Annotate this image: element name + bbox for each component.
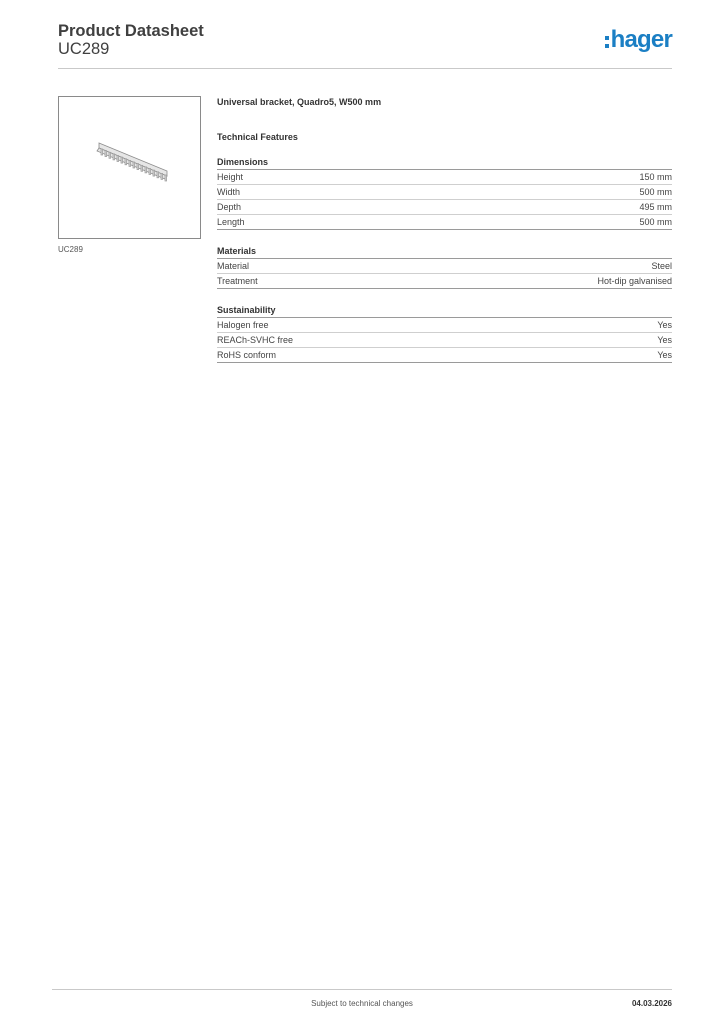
section-dimensions [217, 157, 672, 230]
table-row [217, 170, 672, 185]
section-title: Dimensions [217, 157, 672, 170]
table-row [217, 318, 672, 333]
bracket-tooth [133, 162, 135, 168]
row-value: 150 mm [639, 172, 672, 182]
datasheet-content [217, 97, 672, 363]
hager-logo [605, 28, 672, 52]
row-value: Yes [657, 320, 672, 330]
product-image-frame [58, 96, 201, 239]
bracket-tooth [117, 156, 119, 162]
table-row [217, 215, 672, 230]
bracket-tooth [109, 152, 111, 158]
row-value: Hot-dip galvanised [597, 276, 672, 286]
bracket-tooth [145, 167, 147, 173]
table-row [217, 348, 672, 363]
row-label: Width [217, 187, 241, 197]
bracket-image-icon [59, 97, 202, 240]
product-title: Universal bracket, Quadro5, W500 mm [217, 97, 382, 107]
table-row [217, 333, 672, 348]
bracket-tooth [113, 154, 115, 160]
table-row [217, 259, 672, 274]
row-label: Treatment [217, 276, 258, 286]
bracket-tooth [137, 164, 139, 170]
bracket-tooth [125, 159, 127, 165]
table-row [217, 274, 672, 289]
section-title: Sustainability [217, 305, 672, 318]
row-label: Length [217, 217, 245, 227]
row-value: 500 mm [639, 187, 672, 197]
bracket-tooth [129, 160, 131, 166]
section-title: Materials [217, 246, 672, 259]
row-label: REACh-SVHC free [217, 335, 294, 345]
bracket-tooth [141, 165, 143, 171]
bracket-tooth [157, 172, 159, 178]
bracket-tooth [153, 170, 155, 176]
row-label: Height [217, 172, 244, 182]
technical-features-heading: Technical Features [217, 132, 298, 142]
bracket-tooth [121, 157, 123, 163]
bracket-tooth [149, 169, 151, 175]
row-value: 495 mm [639, 202, 672, 212]
row-label: Material [217, 261, 250, 271]
footer-divider [52, 989, 672, 990]
logo-dots-icon [605, 36, 609, 48]
image-caption: UC289 [58, 245, 83, 254]
product-code: UC289 [58, 40, 110, 58]
logo-text: hager [610, 26, 672, 53]
row-label: RoHS conform [217, 350, 277, 360]
row-label: Halogen free [217, 320, 269, 330]
bracket-tooth [161, 173, 163, 179]
page-title: Product Datasheet [58, 22, 204, 40]
row-value: Steel [651, 261, 672, 271]
bracket-tooth [165, 175, 167, 181]
row-label: Depth [217, 202, 242, 212]
row-value: Yes [657, 335, 672, 345]
table-row [217, 200, 672, 215]
footer-date: 04.03.2026 [631, 999, 672, 1008]
row-value: Yes [657, 350, 672, 360]
footer-note: Subject to technical changes [311, 999, 413, 1008]
bracket-tooth [105, 151, 107, 157]
header-divider [58, 68, 672, 69]
section-materials [217, 246, 672, 289]
row-value: 500 mm [639, 217, 672, 227]
section-sustainability [217, 305, 672, 363]
bracket-tooth [101, 149, 103, 155]
table-row [217, 185, 672, 200]
